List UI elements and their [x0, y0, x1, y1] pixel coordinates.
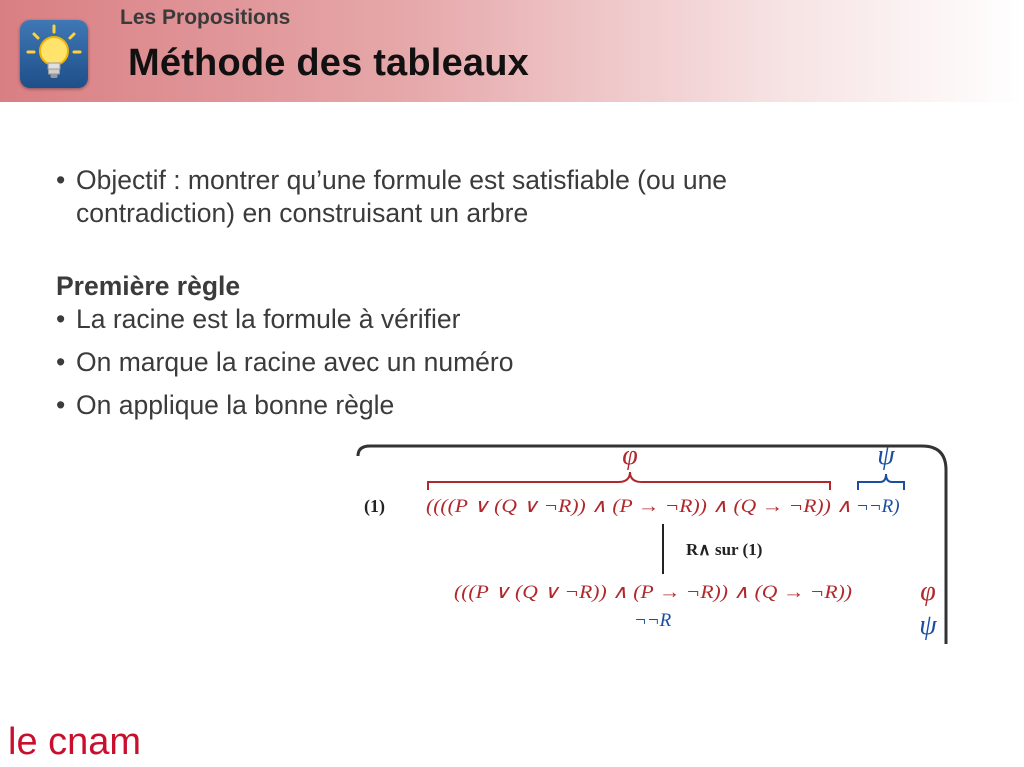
- child-second-formula: ¬¬R: [634, 610, 672, 631]
- slide-header: [0, 0, 1024, 102]
- list-item: [56, 389, 816, 422]
- bullet-dot: •: [56, 390, 66, 420]
- psi-label: ψ: [877, 440, 895, 471]
- list-item-text: On applique la bonne règle: [76, 390, 395, 420]
- rule-title: Première règle: [56, 271, 241, 301]
- list-item: [56, 346, 816, 379]
- side-phi-label: φ: [920, 576, 936, 607]
- slide-title: Méthode des tableaux: [128, 42, 529, 84]
- list-item-text: La racine est la formule à vérifier: [76, 304, 461, 334]
- bullet-dot: •: [56, 165, 66, 195]
- bullet-dot: •: [56, 304, 66, 334]
- root-number: (1): [364, 496, 385, 516]
- phi-label: φ: [622, 440, 638, 471]
- root-psi-formula: ¬¬R): [856, 496, 900, 517]
- slide-kicker: Les Propositions: [120, 6, 291, 29]
- psi-brace: [858, 474, 904, 490]
- bullet-dot: •: [56, 347, 66, 377]
- root-formula: ((((P ∨ (Q ∨ ¬R)) ∧ (P → ¬R)) ∧ (Q → ¬R)) ∧: [426, 496, 852, 517]
- objective-bullet: [56, 164, 816, 230]
- lightbulb-icon: [20, 20, 88, 88]
- side-psi-label: ψ: [919, 610, 937, 641]
- slide-body: [56, 164, 816, 432]
- rule-label: R∧ sur (1): [686, 540, 763, 559]
- cnam-logo: [8, 720, 178, 764]
- child-formula: (((P ∨ (Q ∨ ¬R)) ∧ (P → ¬R)) ∧ (Q → ¬R)): [454, 582, 852, 603]
- tableau-diagram: [356, 438, 950, 648]
- list-item-text: On marque la racine avec un numéro: [76, 347, 514, 377]
- list-item: [56, 303, 816, 336]
- cnam-logo-text: le cnam: [8, 721, 142, 763]
- objective-text: Objectif : montrer qu’une formule est satisfiable (ou une contradiction) en construisant un arbre: [76, 165, 728, 228]
- phi-brace: [428, 472, 830, 490]
